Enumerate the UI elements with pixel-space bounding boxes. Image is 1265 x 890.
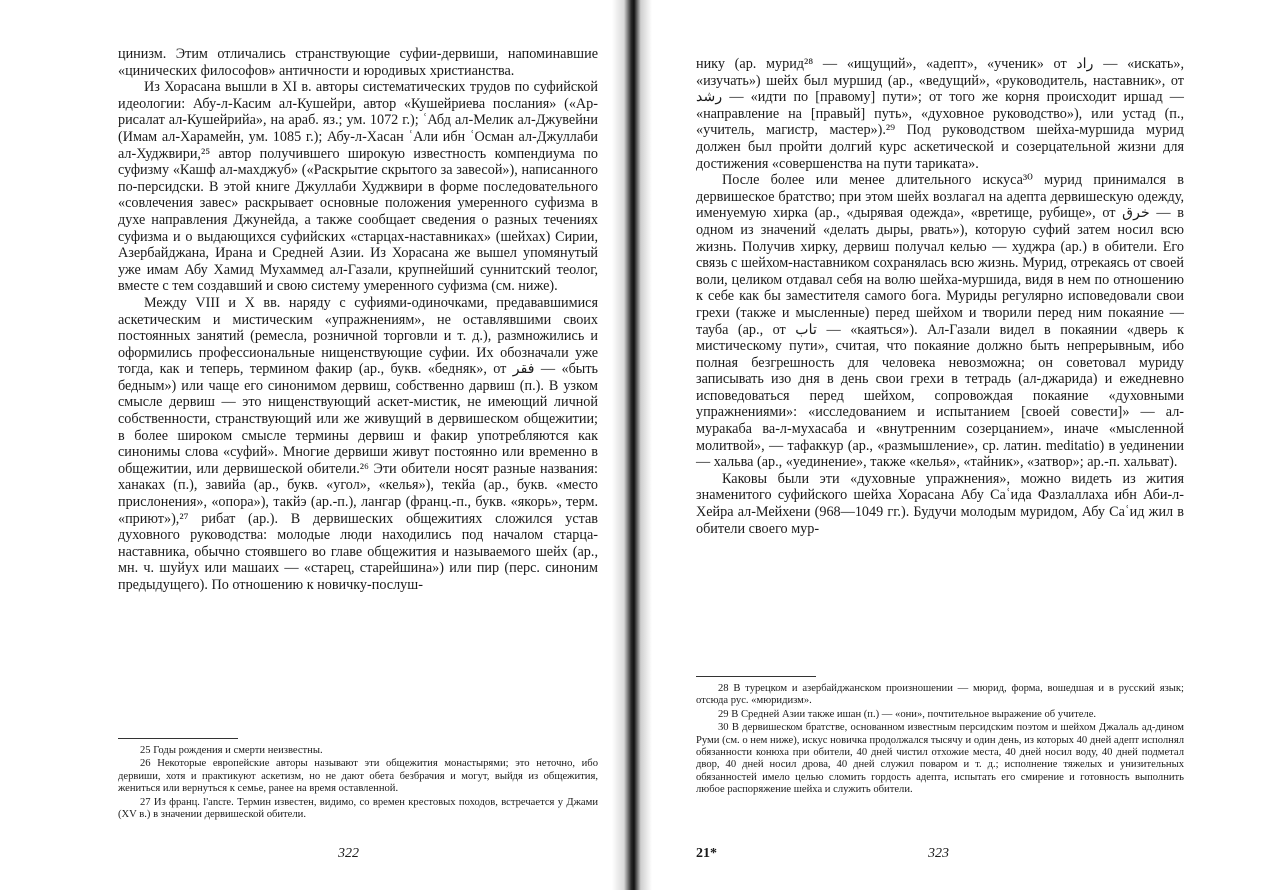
signature-mark: 21* <box>696 846 717 861</box>
footnote: 30 В дервишеском братстве, основанном известным персидским поэтом и шейхом Джалаль ад-дином Руми (см. о нем ниже), искус новичка продолжался тысячу и один день, из которых 40 дней адепт исполнял обязанности конюха при обители, 40 дней чистил отхожие места, 40 дней носил воду, 40 дней подметал двор, 40 дней носил дрова, 40 дней служил поваром и т. д.; исполнение тяжелых и унизительных обязанностей имело целью сломить гордость адепта, испытать его смирение и готовность выполнить любое распоряжение шейха и служить обители. <box>696 722 1184 796</box>
right-page-body <box>696 56 1184 537</box>
right-page <box>638 0 1265 890</box>
footnote: 27 Из франц. l'ancre. Термин известен, видимо, со времен крестовых походов, встречается у Джами (XV в.) в значении дервишеской обители. <box>118 796 598 821</box>
footnote: 28 В турецком и азербайджанском произношении — мюрид, форма, вошедшая и в русский язык; отсюда рус. «мюридизм». <box>696 683 1184 707</box>
paragraph: цинизм. Этим отличались странствующие суфии-дервиши, напоминавшие «цинических философов» античности и юродивых христианства. <box>118 46 598 79</box>
footnote-rule <box>696 676 816 677</box>
paragraph: Между VIII и X вв. наряду с суфиями-одиночками, предававшимися аскетическим и мистическим «упражнениям», не оставлявшими своих постоянных занятий (ремесла, розничной торговли и т. д.), размножились и оформились профессиональные нищенствующие суфии. Их обозначали уже тогда, как и теперь, термином факир (ар., букв. «бедняк», от فقر — «быть бедным») или чаще его синонимом дервиш, собственно дарвиш (п.). В узком смысле дервиш — это нищенствующий аскет-мистик, не имеющий личной собственности, странствующий или же живущий в дервишеском общежитии; в более широком смысле термины дервиш и факир употребляются как синонимы слова «суфий». Многие дервиши живут постоянно или временно в общежитии, или дервишеской обители.²⁶ Эти обители носят разные названия: ханаках (п.), завийа (ар., букв. «угол», «келья»), текйа (ар., букв. «место прислонения», «опора»), такйэ (ар.-п.), лангар (франц.-п., букв. «якорь», терм. «приют»),²⁷ рибат (ар.). В дервишеских общежитиях сложился устав духовного руководства: молодые люди находились под началом старца-наставника, обычно стоявшего во главе общежития и называемого шейх (ар., мн. ч. шуйух или машаих — «старец, старейшина») или пир (перс. синоним предыдущего). По отношению к новичку-послуш- <box>118 294 599 593</box>
paragraph: Каковы были эти «духовные упражнения», можно видеть из жития знаменитого суфийского шейха Хорасана Абу Саʿида Фазлаллаха ибн Аби-л-Хейра ал-Мейхени (968—1049 гг.). Будучи молодым муридом, Абу Саʿид жил в обители своего мур- <box>696 470 1184 537</box>
footnote: 25 Годы рождения и смерти неизвестны. <box>140 745 323 756</box>
paragraph: Из Хорасана вышли в XI в. авторы систематических трудов по суфийской идеологии: Абу-л-Касим ал-Кушейри, автор «Кушейриева послания» («Ар-рисалат ал-Кушейрийа», на араб. яз.; ум. 1072 г.); ʿАбд ал-Мелик ал-Джувейни (Имам ал-Харамейн, ум. 1085 г.); Абу-л-Хасан ʿАли ибн ʿОсман ал-Джуллаби ал-Худжвири,²⁵ автор получившего широкую известность компендиума по суфизму «Кашф ал-махджуб» («Раскрытие скрытого за завесой»), написанного по-персидски. В этой книге Джуллаби Худжвири в форме последовательного «совлечения завес» раскрывает основные положения умеренного суфизма в духе направления Джунейда, а также сообщает сведения о разных течениях суфизма и о выдающихся суфийских «старцах-наставниках» (шейхах) Сирии, Азербайджана, Ирана и Средней Азии. Из Хорасана же вышел упомянутый уже имам Абу Хамид Мухаммед ал-Газали, крупнейший суннитский теолог, вместе с тем создавший и свою систему умеренного суфизма (см. ниже). <box>118 79 598 295</box>
footnote: 26 Некоторые европейские авторы называют эти общежития монастырями; это неточно, ибо дервиши, хотя и практикуют аскетизм, но не дают обета безбрачия и могут, выйдя из общежития, жениться или вернуться к семье, ранее на время оставленной. <box>118 758 598 795</box>
left-page-body <box>118 46 598 594</box>
footnote: 29 В Средней Азии также ишан (п.) — «они», почтительное выражение об учителе. <box>718 708 1097 720</box>
paragraph: нику (ар. мурид²⁸ — «ищущий», «адепт», «ученик» от راد — «искать», «изучать») шейх был муршид (ар., «ведущий», «руководитель, наставник», от رشد — «идти по [правому] пути»; от того же корня происходит иршад — «направление на [правый] путь», «духовное руководство»), или устад (п., «учитель, магистр, мастер»).²⁹ Под руководством шейха-муршида мурид должен был пройти долгий курс аскетической и созерцательной жизни для достижения «совершенства на пути тариката». <box>696 56 1184 172</box>
footnote-rule <box>118 738 238 739</box>
page-number-left: 322 <box>338 846 359 861</box>
left-page <box>0 0 625 890</box>
left-page-footnotes <box>118 738 598 822</box>
right-page-footnotes <box>696 676 1184 798</box>
page-number-right: 323 <box>928 846 949 861</box>
paragraph: После более или менее длительного искуса³⁰ мурид принимался в дервишеское братство; при этом шейх возлагал на адепта дервишескую одежду, именуемую хирка (ар., «дырявая одежда», «вретище, рубище», от خرق — в одном из значений «делать дыры, рвать»), которую суфий затем носил всю жизнь. Получив хирку, дервиш получал келью — худжра (ар.) в обители. Его связь с шейхом-наставником сохранялась всю жизнь. Мурид, отрекаясь от своей воли, целиком отдавал себя на волю шейха-муршида, видя в нем по отношению к себе как бы заместителя самого бога. Муриды регулярно исповедовали свои грехи (также и мысленные) перед шейхом и творили перед ним покаяние — тауба (ар., от تاب — «каяться»). Ал-Газали видел в покаянии «дверь к мистическому пути», считая, что покаяние должно быть непрерывным, ибо полная безгрешность для человека невозможна; он советовал муриду записывать изо дня в день свои грехи в тетрадь (ал-джарида) и ежедневно исповедоваться перед шейхом, сопровождая покаяние «духовными упражнениями»: «исследованием и испытанием [своей совести]» — ал-муракаба ва-л-мухасаба и «внутренним созерцанием», иначе «мысленной молитвой», — тафаккур (ар., «размышление», ср. латин. meditatio) в уединении — хальва (ар., «уединение», также «келья», «тайник», «затвор»; ар.-п. хальват). <box>696 172 1185 471</box>
